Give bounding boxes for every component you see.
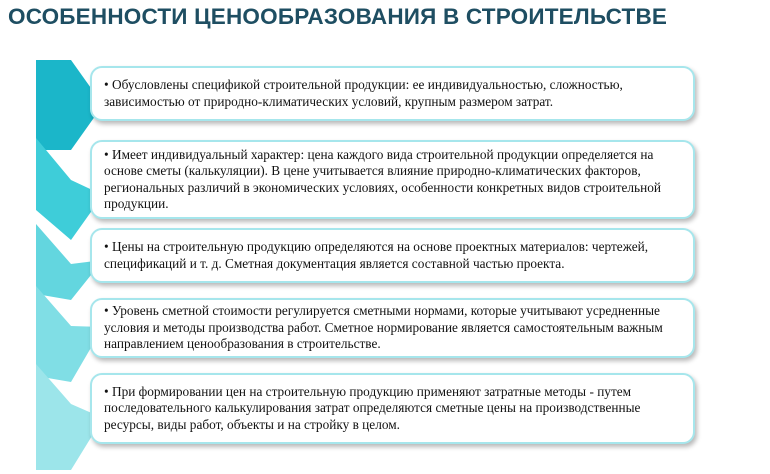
item-box-4 [90, 298, 695, 358]
item-text-1: • Обусловлены спецификой строительной продукции: ее индивидуальностью, сложностью, зависимостью от природно-климатических условий, крупным размером затрат. [104, 77, 623, 109]
item-text-5: • При формировании цен на строительную продукцию применяют затратные методы - путем последовательного калькулирования затрат определяются сметные цены на производственные ресурсы, виды работ, объекты и на стройку в целом. [104, 383, 641, 432]
item-text-4: • Уровень сметной стоимости регулируется сметными нормами, которые учитывают усредненные условия и методы производства работ. Сметное нормирование является самостоятельным важным направлением ценообразования в строительстве. [104, 303, 663, 352]
item-box-1 [90, 66, 695, 121]
item-text-2: • Имеет индивидуальный характер: цена каждого вида строительной продукции определяется на основе сметы (калькуляции). В цене учитывается влияние природно-климатических факторов, региональных различий в экономических условиях, особенности конкретных видов строительной продукции. [104, 146, 661, 211]
item-box-2 [90, 140, 695, 219]
page-title: ОСОБЕННОСТИ ЦЕНООБРАЗОВАНИЯ В СТРОИТЕЛЬСТВЕ [8, 4, 668, 29]
item-text-3: • Цены на строительную продукцию определяются на основе проектных материалов: чертежей, спецификаций и т. д. Сметная документация является составной частью проекта. [104, 239, 649, 271]
item-box-5 [90, 373, 695, 444]
item-box-3 [90, 228, 695, 283]
